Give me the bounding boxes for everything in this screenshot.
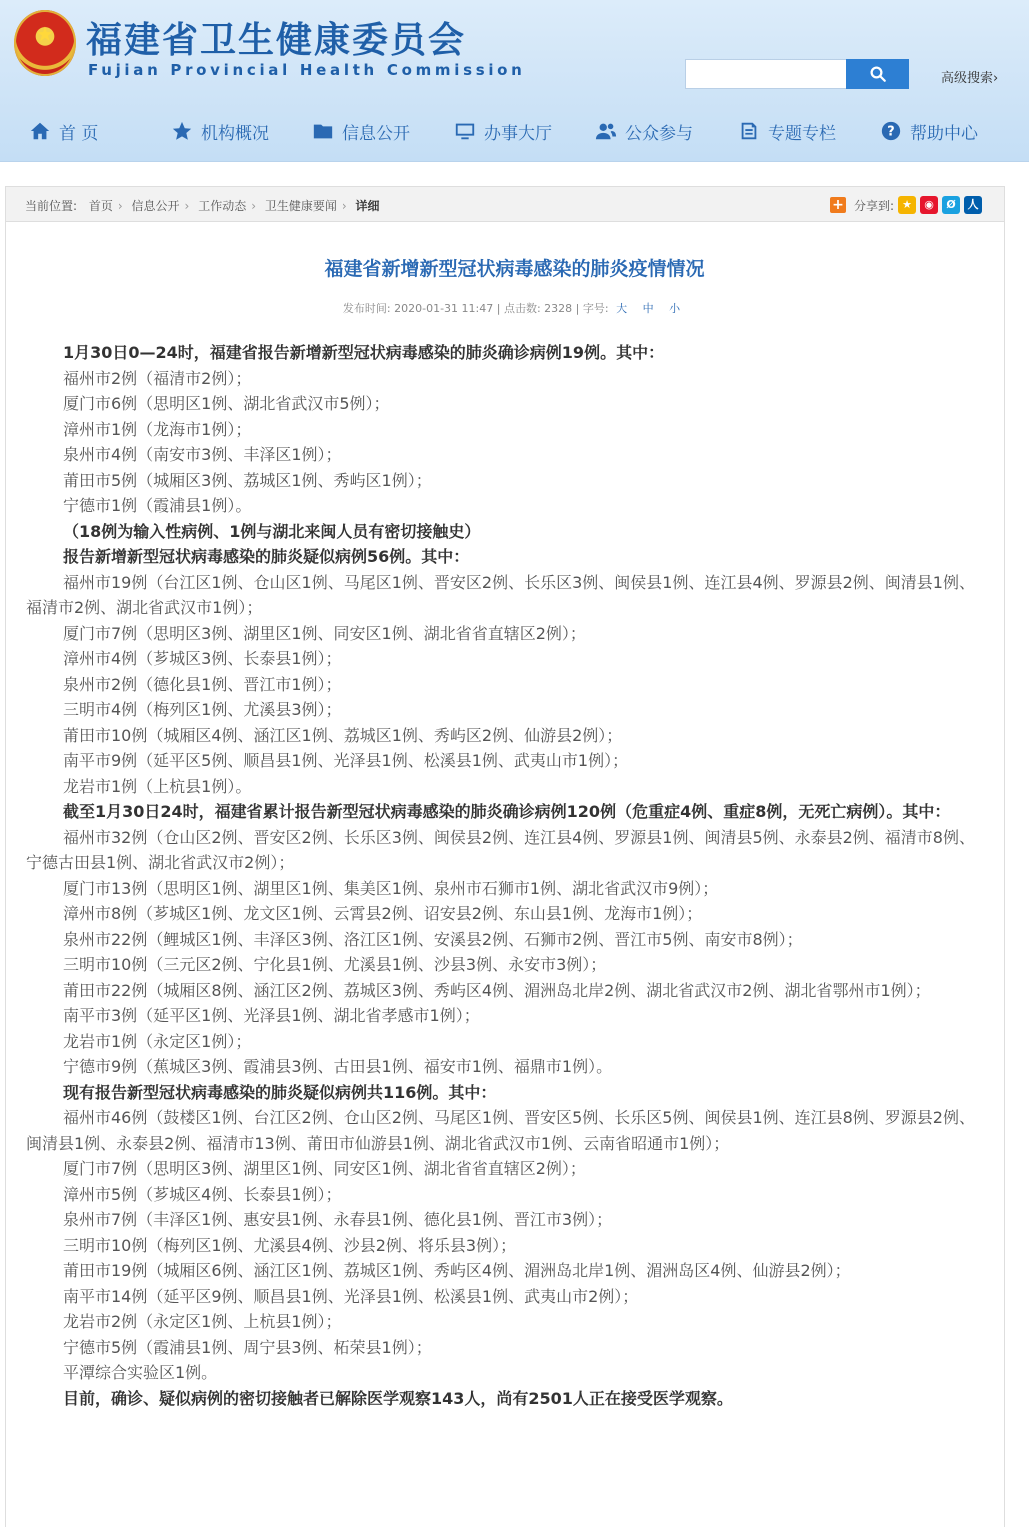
- renren-icon[interactable]: 人: [964, 196, 982, 214]
- article-paragraph: 泉州市7例（丰泽区1例、惠安县1例、永春县1例、德化县1例、晋江市3例）；: [63, 1210, 613, 1229]
- svg-text:?: ?: [887, 124, 895, 140]
- article-paragraph: 平潭综合实验区1例。: [63, 1363, 218, 1382]
- article-paragraph: 漳州市1例（龙海市1例）；: [63, 419, 252, 439]
- article-paragraph: 厦门市7例（思明区3例、湖里区1例、同安区1例、湖北省省直辖区2例）；: [63, 1159, 586, 1178]
- article-paragraph: 福州市2例（福清市2例）；: [63, 368, 252, 388]
- nav-label: 机构概况: [201, 123, 269, 144]
- article-paragraph: 福州市32例（仓山区2例、晋安区2例、长乐区3例、闽侯县2例、连江县4例、罗源县1例、闽清县5例、永泰县2例、福清市8例、宁德古田县1例、湖北省武汉市2例）；: [26, 827, 975, 872]
- article-paragraph: 福州市19例（台江区1例、仓山区1例、马尾区1例、晋安区2例、长乐区3例、闽侯县1例、连江县4例、罗源县2例、闽清县1例、福清市2例、湖北省武汉市1例）；: [26, 572, 975, 617]
- breadcrumb-prefix: 当前位置:: [25, 199, 78, 213]
- breadcrumb-item-work[interactable]: 工作动态: [198, 199, 247, 213]
- nav-item-home[interactable]: [29, 118, 98, 144]
- nav-item-about[interactable]: [171, 118, 269, 144]
- article-paragraph: 现有报告新型冠状病毒感染的肺炎疑似病例共116例。其中：: [63, 1082, 497, 1102]
- article-paragraph: 截至1月30日24时，福建省累计报告新型冠状病毒感染的肺炎确诊病例120例（危重症4例、重症8例，无死亡病例）。其中：: [63, 802, 951, 821]
- article-paragraph: 三明市4例（梅列区1例、尤溪县3例）；: [63, 700, 342, 719]
- article-paragraph: 目前，确诊、疑似病例的密切接触者已解除医学观察143人，尚有2501人正在接受医学观察。: [63, 1388, 733, 1408]
- breadcrumb-item-home[interactable]: 首页: [88, 199, 113, 213]
- nav-item-topics[interactable]: [738, 118, 836, 144]
- site-subtitle: Fujian Provincial Health Commission: [88, 61, 526, 79]
- nav-item-help[interactable]: [880, 118, 978, 144]
- article-paragraph: 宁德市9例（蕉城区3例、霞浦县3例、古田县1例、福安市1例、福鼎市1例）。: [63, 1057, 613, 1076]
- nav-label: 信息公开: [342, 123, 410, 144]
- article-paragraph: 龙岩市1例（永定区1例）；: [63, 1031, 252, 1051]
- article-paragraph: 三明市10例（三元区2例、宁化县1例、尤溪县1例、沙县3例、永安市3例）；: [63, 955, 607, 974]
- search-input[interactable]: [685, 59, 847, 89]
- article-paragraph: 泉州市2例（德化县1例、晋江市1例）；: [63, 674, 342, 694]
- help-icon: [880, 120, 902, 142]
- article-paragraph: 莆田市22例（城厢区8例、涵江区2例、荔城区3例、秀屿区4例、湄洲岛北岸2例、湖北省武汉市2例、湖北省鄂州市1例）；: [63, 980, 931, 1000]
- share-plus-icon[interactable]: +: [830, 197, 846, 213]
- article-paragraph: 厦门市7例（思明区3例、湖里区1例、同安区1例、湖北省省直辖区2例）；: [63, 623, 586, 643]
- article-body: [26, 340, 986, 1411]
- article-paragraph: 南平市14例（延平区9例、顺昌县1例、光泽县1例、松溪县1例、武夷山市2例）；: [63, 1286, 639, 1306]
- article-paragraph: 莆田市5例（城厢区3例、荔城区1例、秀屿区1例）；: [63, 470, 432, 490]
- national-emblem-icon: ★: [14, 10, 76, 76]
- article-paragraph: 厦门市6例（思明区1例、湖北省武汉市5例）；: [63, 394, 390, 413]
- document-icon: [738, 120, 760, 142]
- article-title: 福建省新增新型冠状病毒感染的肺炎疫情情况: [324, 258, 705, 280]
- users-icon: [595, 120, 617, 142]
- nav-item-participation[interactable]: [595, 118, 693, 144]
- article-paragraph: 漳州市4例（芗城区3例、长泰县1例）；: [63, 649, 342, 668]
- article-paragraph: 龙岩市2例（永定区1例、上杭县1例）；: [63, 1312, 342, 1331]
- article-paragraph: 南平市9例（延平区5例、顺昌县1例、光泽县1例、松溪县1例、武夷山市1例）；: [63, 751, 629, 770]
- share-bar: [830, 195, 982, 215]
- monitor-icon: [454, 120, 476, 142]
- article-paragraph: 报告新增新型冠状病毒感染的肺炎疑似病例56例。其中：: [63, 547, 470, 566]
- article-paragraph: （18例为输入性病例、1例与湖北来闽人员有密切接触史）: [63, 521, 481, 541]
- article-paragraph: 漳州市5例（芗城区4例、长泰县1例）；: [63, 1184, 342, 1204]
- breadcrumb-item-info[interactable]: 信息公开: [131, 199, 180, 213]
- article-paragraph: 南平市3例（延平区1例、光泽县1例、湖北省孝感市1例）；: [63, 1006, 480, 1025]
- article-paragraph: 漳州市8例（芗城区1例、龙文区1例、云霄县2例、诏安县2例、东山县1例、龙海市1例）；: [63, 904, 703, 923]
- nav-label: 帮助中心: [910, 123, 978, 144]
- tencent-weibo-icon[interactable]: Ø: [942, 196, 960, 214]
- published-label: 发布时间:: [342, 302, 391, 315]
- search-icon: [869, 65, 887, 83]
- article-paragraph: 泉州市22例（鲤城区1例、丰泽区3例、洛江区1例、安溪县2例、石狮市2例、晋江市5例、南安市8例）；: [63, 929, 803, 949]
- published-date: 2020-01-31 11:47: [394, 302, 494, 315]
- article-paragraph: 福州市46例（鼓楼区1例、台江区2例、仓山区2例、马尾区1例、晋安区5例、长乐区5例、闽侯县1例、连江县8例、罗源县2例、闽清县1例、永泰县2例、福清市13例、莆田市仙游县1例、湖北省武汉市1例、云南省昭通市1例）；: [26, 1108, 975, 1153]
- advanced-search-link[interactable]: 高级搜索›: [941, 71, 999, 86]
- article-paragraph: 莆田市19例（城厢区6例、涵江区1例、荔城区1例、秀屿区4例、湄洲岛北岸1例、湄洲岛区4例、仙游县2例）；: [63, 1261, 851, 1280]
- article-meta: 发布时间: 2020-01-31 11:47 | 点击数: 2328 | 字号: 大 中 小: [342, 302, 687, 315]
- main-nav: [0, 104, 1029, 158]
- nav-label: 专题专栏: [768, 123, 836, 144]
- article-paragraph: 莆田市10例（城厢区4例、涵江区1例、荔城区1例、秀屿区2例、仙游县2例）；: [63, 725, 623, 745]
- nav-label: 办事大厅: [484, 123, 552, 144]
- article-paragraph: 龙岩市1例（上杭县1例）。: [63, 776, 252, 796]
- nav-item-info[interactable]: [312, 118, 410, 144]
- nav-label: 首 页: [59, 123, 99, 144]
- breadcrumb-bar: [5, 186, 1005, 222]
- fontsize-options[interactable]: 大 中 小: [616, 302, 687, 315]
- share-label: 分享到:: [853, 198, 894, 213]
- star-icon: [171, 120, 193, 142]
- article-paragraph: 泉州市4例（南安市3例、丰泽区1例）；: [63, 445, 342, 464]
- home-icon: [29, 120, 51, 142]
- nav-label: 公众参与: [625, 123, 693, 144]
- breadcrumb-item-current: 详细: [355, 199, 380, 213]
- folder-icon: [312, 120, 334, 142]
- article-paragraph: 宁德市5例（霞浦县1例、周宁县3例、柘荣县1例）；: [63, 1337, 432, 1357]
- clicks-count: 2328: [544, 302, 573, 315]
- article-paragraph: 1月30日0—24时，福建省报告新增新型冠状病毒感染的肺炎确诊病例19例。其中：: [63, 343, 665, 362]
- breadcrumb-item-news[interactable]: 卫生健康要闻: [264, 199, 337, 213]
- clicks-label: 点击数:: [503, 302, 541, 315]
- article-paragraph: 宁德市1例（霞浦县1例）。: [63, 496, 252, 515]
- nav-item-service[interactable]: [454, 118, 552, 144]
- weibo-icon[interactable]: ◉: [920, 196, 938, 214]
- site-title[interactable]: 福建省卫生健康委员会: [86, 20, 467, 61]
- article-paragraph: 三明市10例（梅列区1例、尤溪县4例、沙县2例、将乐县3例）；: [63, 1235, 517, 1255]
- fontsize-label: 字号:: [582, 302, 609, 315]
- site-header: [0, 0, 1029, 162]
- article-paragraph: 厦门市13例（思明区1例、湖里区1例、集美区1例、泉州市石狮市1例、湖北省武汉市9例）；: [63, 878, 719, 898]
- breadcrumb: 当前位置: 首页 › 信息公开 › 工作动态 › 卫生健康要闻 › 详细: [25, 199, 380, 213]
- qzone-icon[interactable]: ★: [898, 196, 916, 214]
- search-button[interactable]: [846, 59, 909, 89]
